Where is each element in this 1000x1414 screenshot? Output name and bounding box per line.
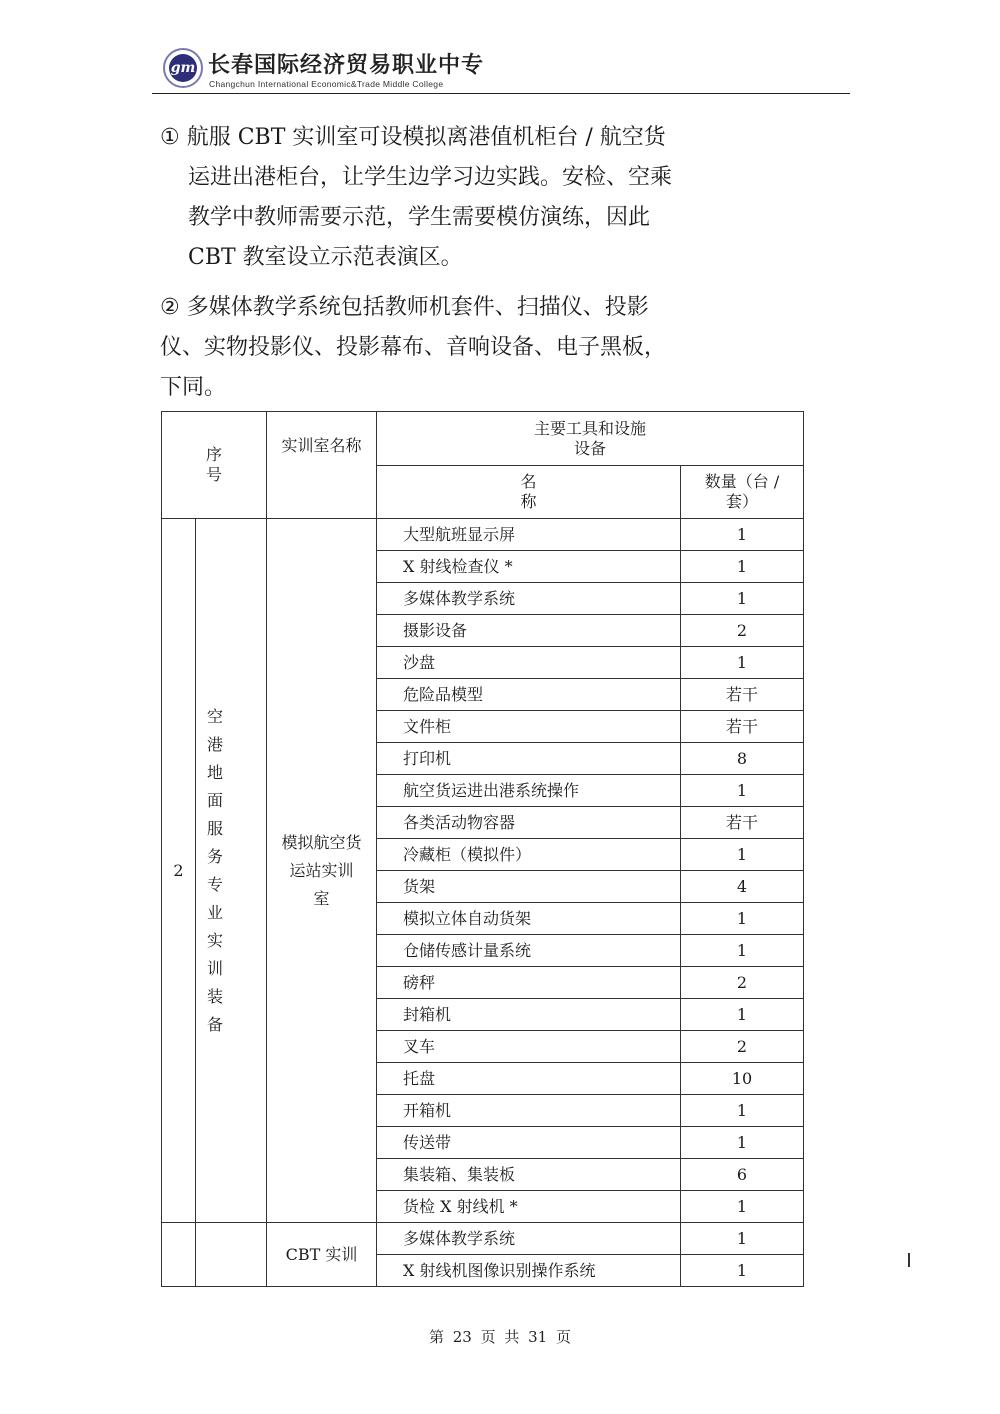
group-seq: 2 xyxy=(162,519,196,1223)
item-quantity: 1 xyxy=(681,903,804,935)
item-name: 磅秤 xyxy=(377,967,681,999)
header-item-name-line-1: 名 xyxy=(520,472,537,491)
item-quantity: 2 xyxy=(681,615,804,647)
note-1-line-1 xyxy=(160,118,720,158)
item-name: 各类活动物容器 xyxy=(377,807,681,839)
group-room xyxy=(267,519,377,1223)
cbt-category xyxy=(196,1223,267,1287)
header-seq-line-1: 序 xyxy=(206,445,223,464)
item-quantity: 6 xyxy=(681,1159,804,1191)
header-item-name xyxy=(377,466,681,519)
header-main-tools-line-1: 主要工具和设施 xyxy=(534,418,647,438)
header-seq xyxy=(162,412,267,519)
header-quantity-line-1: 数量（台 / xyxy=(704,472,780,491)
item-quantity: 1 xyxy=(681,519,804,551)
item-quantity: 1 xyxy=(681,551,804,583)
item-quantity: 8 xyxy=(681,743,804,775)
item-name: 仓储传感计量系统 xyxy=(377,935,681,967)
note-2-line-3: 下同。 xyxy=(160,375,227,400)
item-quantity: 1 xyxy=(681,1191,804,1223)
header-item-name-line-2: 称 xyxy=(520,492,537,511)
group-category-label xyxy=(207,703,255,1039)
group-room-label xyxy=(276,829,368,913)
item-quantity: 若干 xyxy=(681,679,804,711)
note-1-marker: ① xyxy=(160,125,180,150)
item-quantity: 1 xyxy=(681,999,804,1031)
note-2-line-2: 仪、实物投影仪、投影幕布、音响设备、电子黑板， xyxy=(160,335,667,360)
item-name: 大型航班显示屏 xyxy=(377,519,681,551)
note-2-line-1-text: 多媒体教学系统包括教师机套件、扫描仪、投影 xyxy=(179,295,649,320)
page-footer: 第 23 页 共 31 页 xyxy=(428,1328,571,1346)
group-room-line: 运站实训 xyxy=(289,860,354,880)
item-name: 多媒体教学系统 xyxy=(377,583,681,615)
note-2-line-1 xyxy=(160,288,720,328)
group-category-line: 实训 xyxy=(207,930,242,978)
header-main-tools xyxy=(377,412,804,466)
group-category-line: 服务 xyxy=(207,818,242,866)
note-1-line-4: CBT 教室设立示范表演区。 xyxy=(188,245,463,270)
item-quantity: 4 xyxy=(681,871,804,903)
note-paragraph-1 xyxy=(160,118,720,278)
school-name-en: Changchun International Economic&Trade Middle College xyxy=(209,79,444,89)
note-paragraph-2 xyxy=(160,288,720,408)
item-quantity: 1 xyxy=(681,1223,804,1255)
school-name-cn: 长春国际经济贸易职业中专 xyxy=(208,53,485,78)
item-quantity: 1 xyxy=(681,1095,804,1127)
item-name: 封箱机 xyxy=(377,999,681,1031)
item-quantity: 10 xyxy=(681,1063,804,1095)
group-category xyxy=(196,519,267,1223)
item-name: 货检 X 射线机 * xyxy=(377,1191,681,1223)
table-header-row-1 xyxy=(162,412,804,466)
item-quantity: 1 xyxy=(681,1127,804,1159)
item-name: 传送带 xyxy=(377,1127,681,1159)
item-name: 模拟立体自动货架 xyxy=(377,903,681,935)
item-quantity: 若干 xyxy=(681,711,804,743)
group-room-line: 模拟航空货 xyxy=(281,832,362,852)
group-category-line: 地面 xyxy=(207,762,242,810)
item-quantity: 若干 xyxy=(681,807,804,839)
item-name: 托盘 xyxy=(377,1063,681,1095)
logo-mark: gm xyxy=(169,54,197,82)
item-quantity: 1 xyxy=(681,935,804,967)
item-quantity: 1 xyxy=(681,647,804,679)
item-quantity: 1 xyxy=(681,775,804,807)
item-name: 货架 xyxy=(377,871,681,903)
item-name: 摄影设备 xyxy=(377,615,681,647)
header-quantity xyxy=(681,466,804,519)
group-category-line: 装备 xyxy=(207,986,242,1034)
school-logo xyxy=(163,48,203,88)
header-quantity-line-2: 套） xyxy=(726,492,759,511)
item-name: 打印机 xyxy=(377,743,681,775)
item-quantity: 1 xyxy=(681,583,804,615)
item-name: 航空货运进出港系统操作 xyxy=(377,775,681,807)
margin-mark xyxy=(908,1253,910,1267)
header-divider xyxy=(152,93,850,94)
item-name: X 射线机图像识别操作系统 xyxy=(377,1255,681,1287)
group-category-line: 专业 xyxy=(207,874,242,922)
cbt-seq xyxy=(162,1223,196,1287)
group-room-line: 室 xyxy=(313,888,330,908)
item-name: 集装箱、集装板 xyxy=(377,1159,681,1191)
item-name: X 射线检查仪 * xyxy=(377,551,681,583)
note-2-marker: ② xyxy=(160,295,180,320)
item-name: 文件柜 xyxy=(377,711,681,743)
cbt-room: CBT 实训 xyxy=(267,1223,377,1287)
header-room-name: 实训室名称 xyxy=(267,412,377,519)
table-row xyxy=(162,1223,804,1255)
note-1-line-3: 教学中教师需要示范，学生需要模仿演练，因此 xyxy=(188,205,651,230)
item-quantity: 1 xyxy=(681,1255,804,1287)
header-seq-line-2: 号 xyxy=(206,465,223,484)
item-name: 多媒体教学系统 xyxy=(377,1223,681,1255)
table-row xyxy=(162,519,804,551)
item-name: 危险品模型 xyxy=(377,679,681,711)
item-name: 叉车 xyxy=(377,1031,681,1063)
group-category-line: 空港 xyxy=(207,706,242,754)
header-main-tools-line-2: 设备 xyxy=(574,438,607,458)
item-name: 冷藏柜（模拟件） xyxy=(377,839,681,871)
item-quantity: 2 xyxy=(681,967,804,999)
item-quantity: 2 xyxy=(681,1031,804,1063)
equipment-table xyxy=(161,411,804,1287)
item-quantity: 1 xyxy=(681,839,804,871)
item-name: 开箱机 xyxy=(377,1095,681,1127)
item-name: 沙盘 xyxy=(377,647,681,679)
note-1-line-1-text: 航服 CBT 实训室可设模拟离港值机柜台 / 航空货 xyxy=(179,125,666,150)
note-1-line-2: 运进出港柜台，让学生边学习边实践。安检、空乘 xyxy=(188,165,673,190)
